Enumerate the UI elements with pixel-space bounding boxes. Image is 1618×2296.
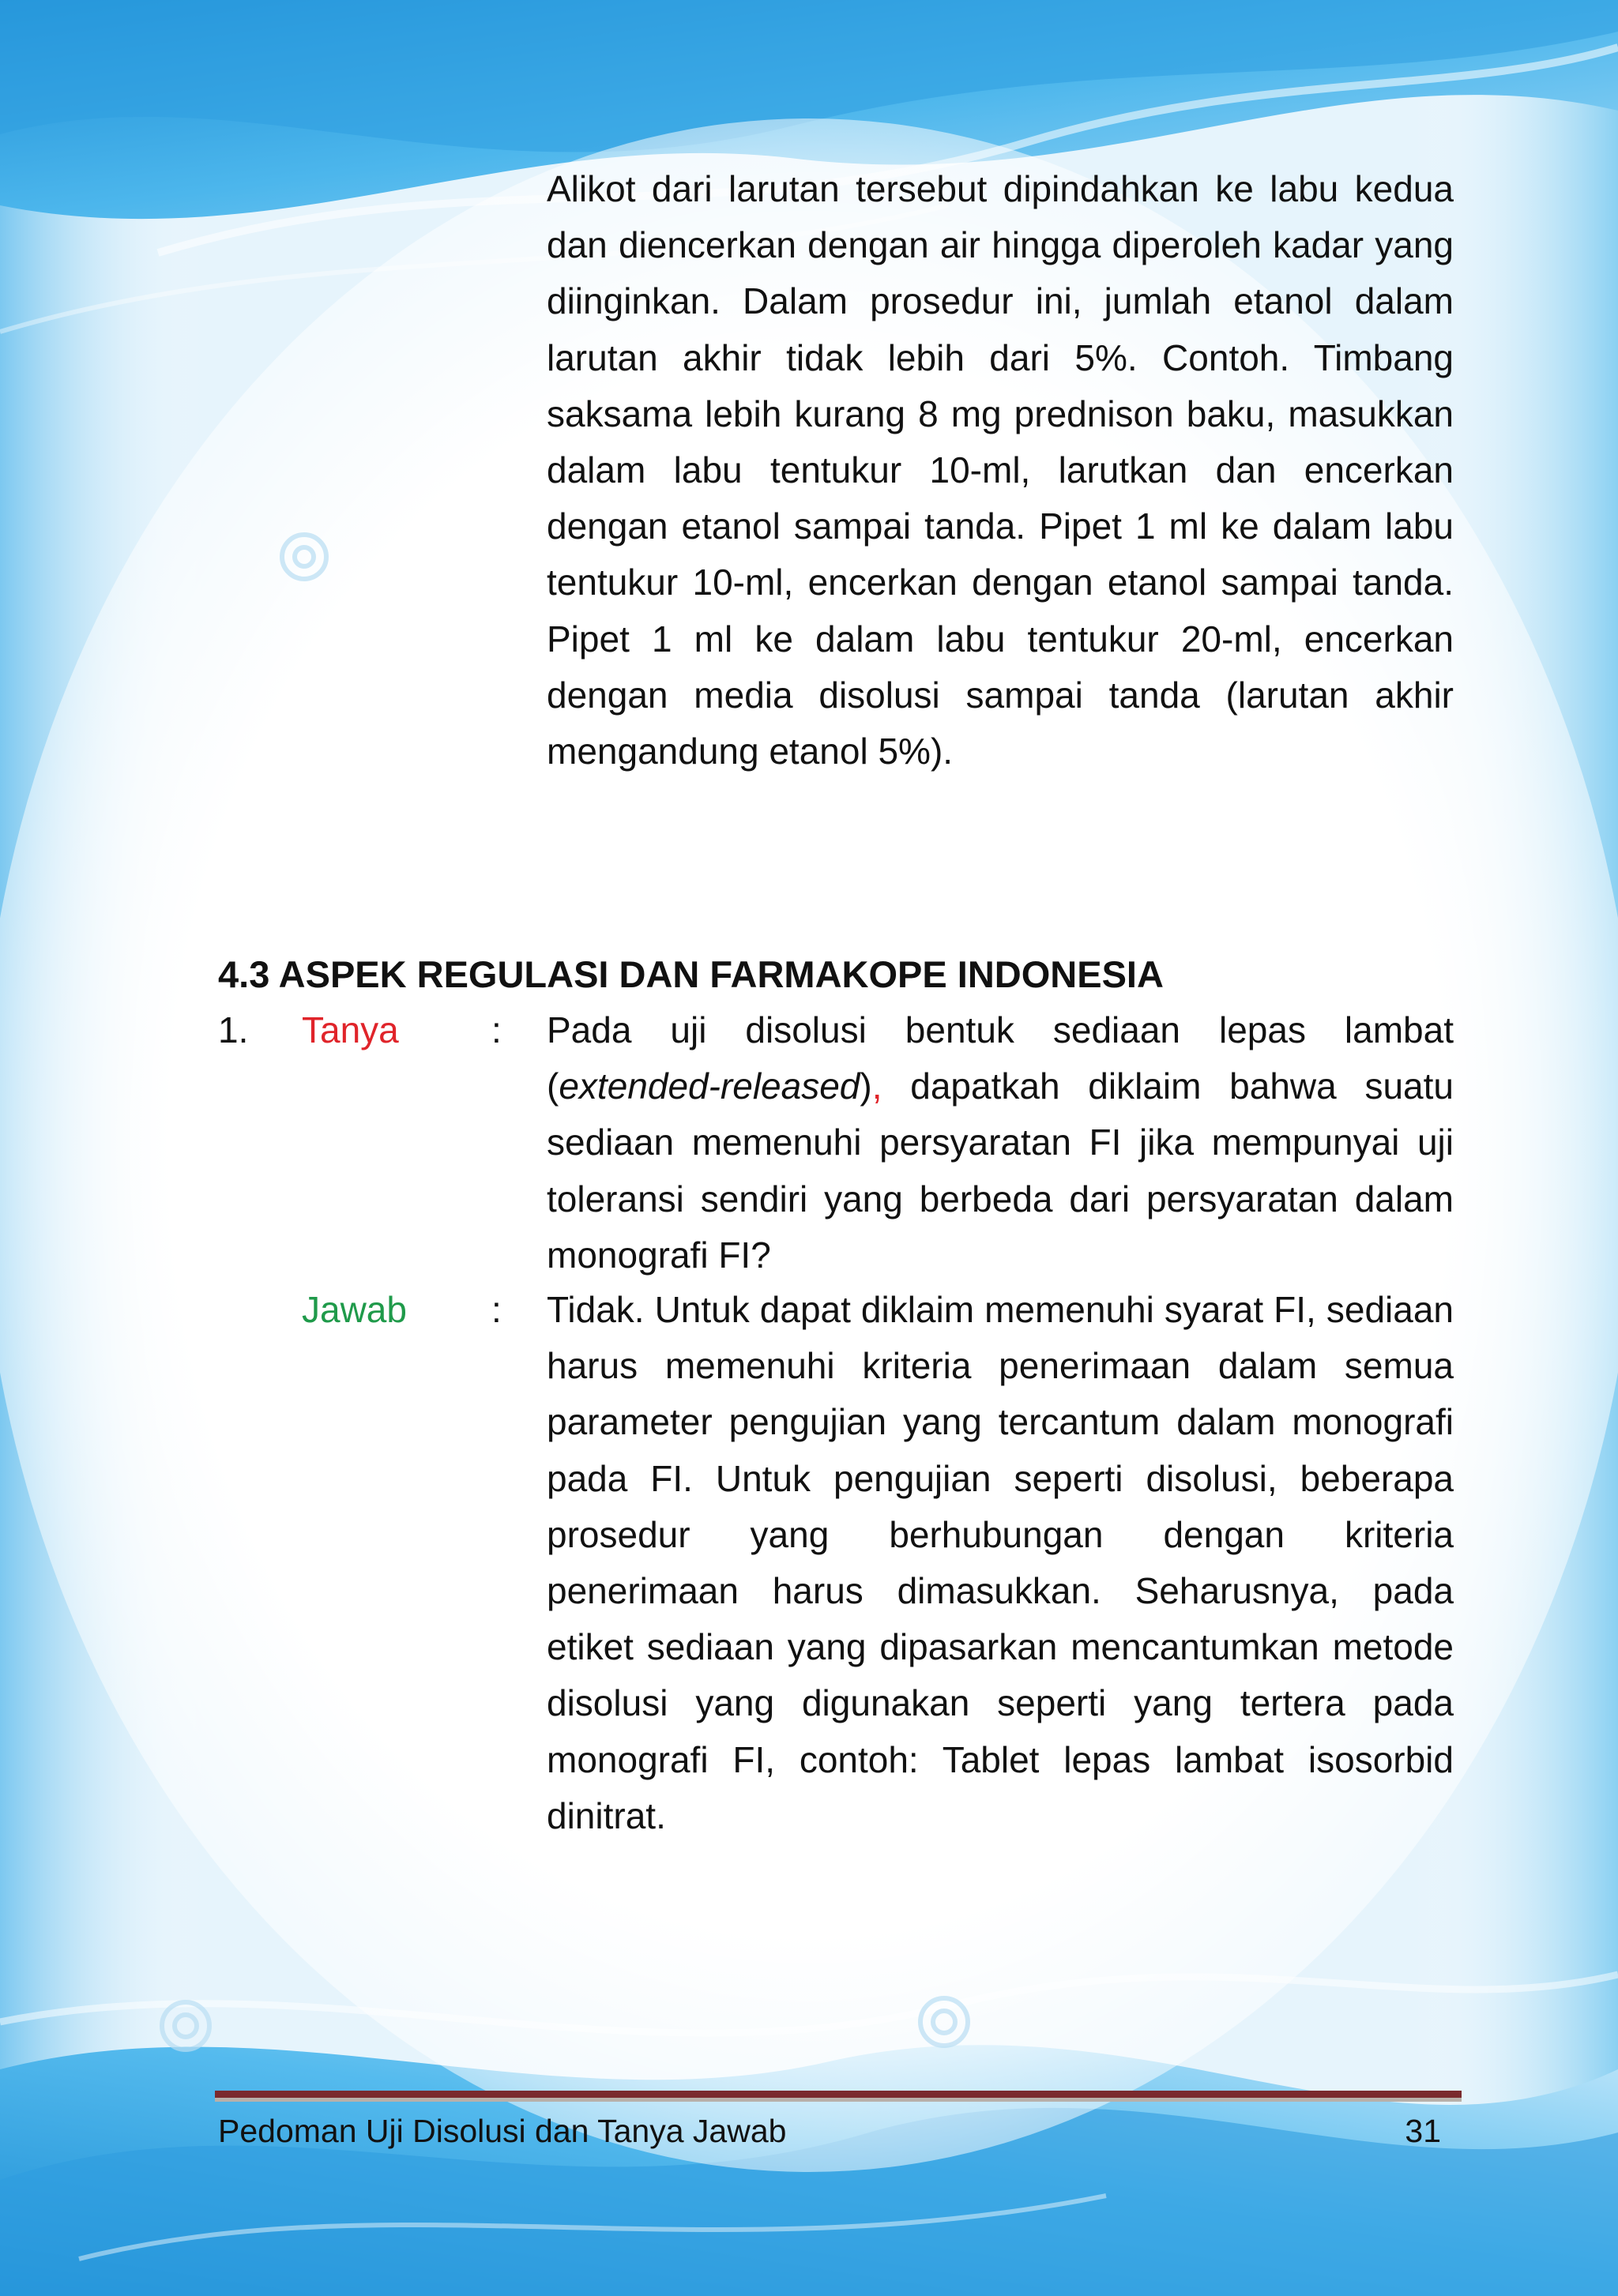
footer-title: Pedoman Uji Disolusi dan Tanya Jawab [218, 2113, 787, 2149]
question-close-paren: ) [860, 1065, 872, 1107]
question-italic-term: extended-released [559, 1065, 860, 1107]
answer-colon: : [491, 1289, 502, 1330]
question-text [547, 1002, 1454, 1283]
footer-divider [215, 2091, 1462, 2102]
qa-item-number: 1. [218, 1009, 249, 1050]
question-red-comma: , [871, 1065, 882, 1107]
answer-text: Tidak. Untuk dapat diklaim memenuhi syarat FI, sediaan harus memenuhi kriteria penerimaan dalam semua parameter pengujian yang tercantum dalam monografi pada FI. Untuk pengujian seperti disolusi, beberapa prosedur yang berhubungan dengan kriteria penerimaan harus dimasukkan. Seharusnya, pada etiket sediaan yang dipasarkan mencantumkan metode disolusi yang digunakan seperti yang tertera pada monografi FI, contoh: Tablet lepas lambat isosorbid dinitrat. [547, 1289, 1454, 1836]
section-heading: 4.3 ASPEK REGULASI DAN FARMAKOPE INDONESIA [218, 953, 1164, 995]
question-text-end: dapatkah diklaim bahwa suatu sediaan memenuhi persyaratan FI jika mempunyai uji toleransi sendiri yang berbeda dari persyaratan dalam monografi FI? [547, 1065, 1454, 1276]
page-number: 31 [1405, 2113, 1441, 2149]
question-label: Tanya [302, 1009, 399, 1050]
question-text-start: Pada uji disolusi bentuk sediaan lepas lambat ( [547, 1009, 1454, 1107]
intro-paragraph: Alikot dari larutan tersebut dipindahkan ke labu kedua dan diencerkan dengan air hingga diperoleh kadar yang diinginkan. Dalam prosedur ini, jumlah etanol dalam larutan akhir tidak lebih dari 5%. Contoh. Timbang saksama lebih kurang 8 mg prednison baku, masukkan dalam labu tentukur 10-ml, larutkan dan encerkan dengan etanol sampai tanda. Pipet 1 ml ke dalam labu tentukur 10-ml, encerkan dengan etanol sampai tanda. Pipet 1 ml ke dalam labu tentukur 20-ml, encerkan dengan media disolusi sampai tanda (larutan akhir mengandung etanol 5%). [547, 168, 1454, 772]
question-colon: : [491, 1009, 502, 1050]
answer-label: Jawab [302, 1289, 407, 1330]
